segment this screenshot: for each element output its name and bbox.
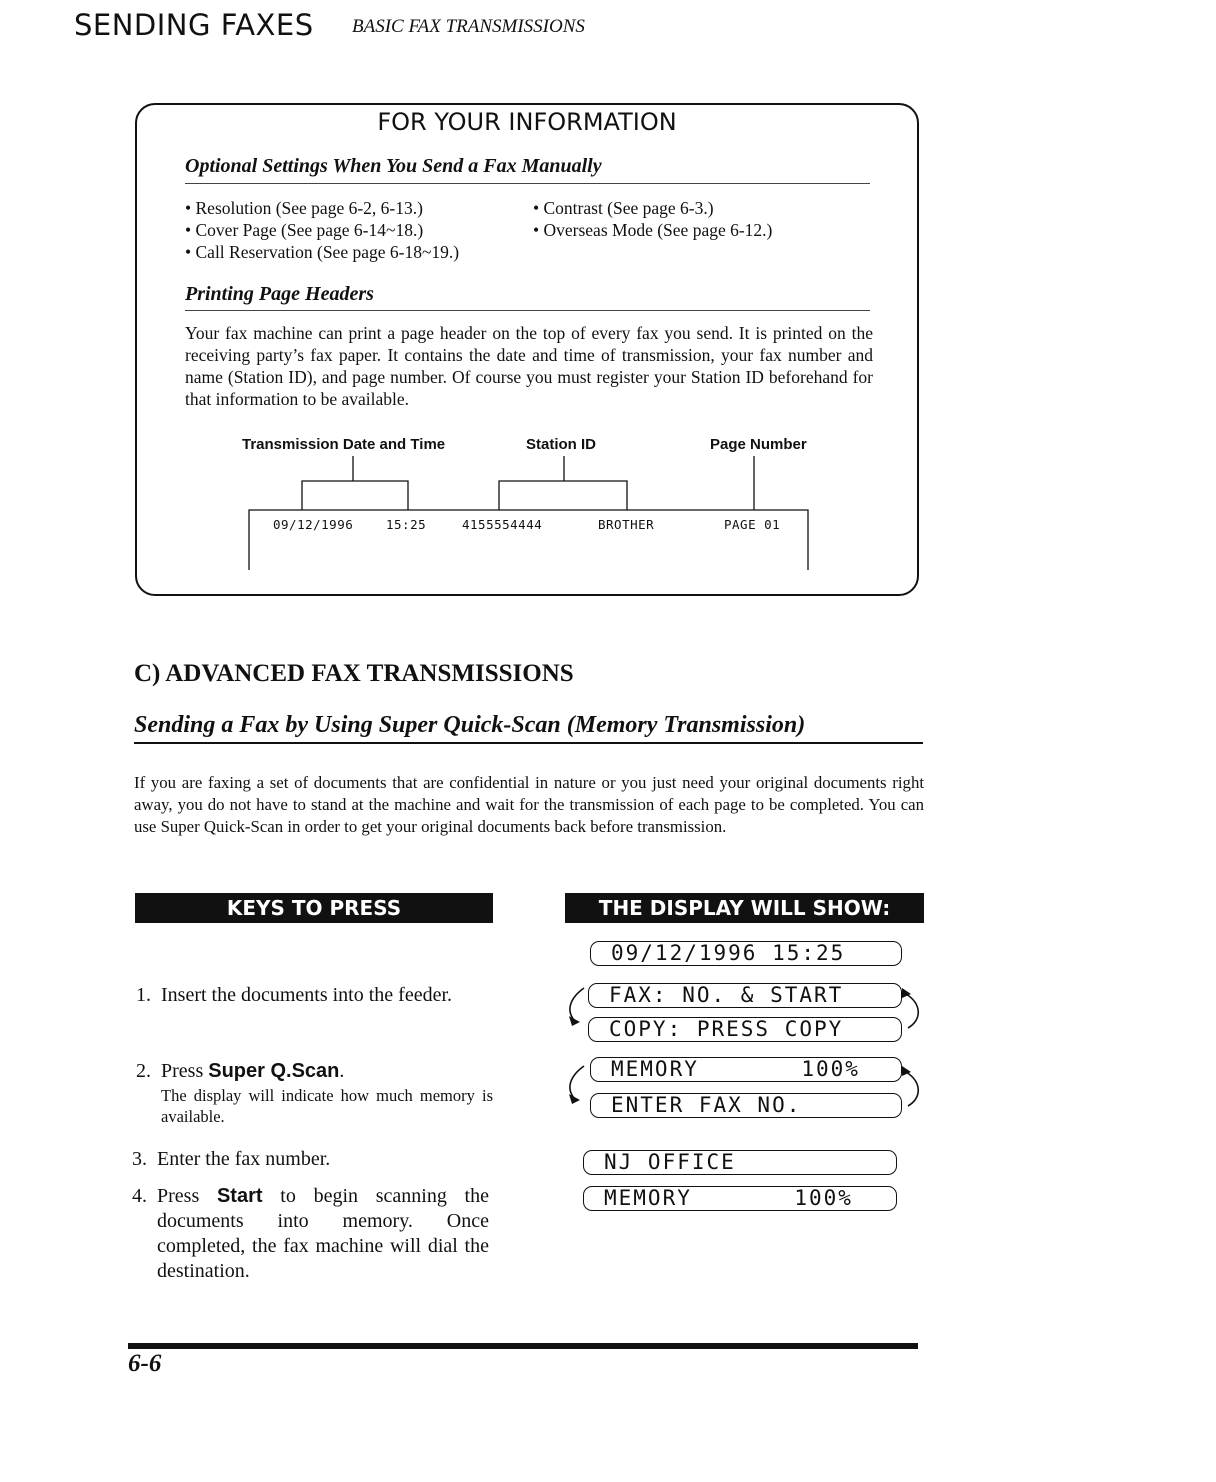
step-2-note: The display will indicate how much memory is available.: [161, 1086, 493, 1126]
sample-time: 15:25: [386, 517, 427, 532]
bullet-cover-page: • Cover Page (See page 6-14~18.): [185, 220, 424, 240]
divider: [185, 310, 870, 311]
lcd-copy: COPY: PRESS COPY: [588, 1017, 902, 1042]
divider: [134, 742, 923, 744]
step-3-num: 3.: [132, 1148, 147, 1170]
display-banner: THE DISPLAY WILL SHOW:: [565, 893, 924, 923]
step-1-num: 1.: [136, 984, 151, 1006]
page-number: 6-6: [128, 1350, 162, 1377]
bullet-list-left: [185, 197, 459, 263]
sample-date: 09/12/1996: [273, 517, 354, 532]
bullet-list-right: [533, 197, 772, 241]
lcd-date-time: 09/12/1996 15:25: [590, 941, 902, 966]
sample-fax-number: 4155554444: [462, 517, 543, 532]
printing-headers-paragraph: Your fax machine can print a page header on the top of every fax you send. It is printed on the receiving party’s fax paper. It contains the date and time of transmission, your fax number and name (Station ID), and page number. Of course you must register your Station ID beforehand for that information to be available.: [185, 323, 873, 409]
chapter-title: SENDING FAXES: [74, 8, 314, 42]
fyi-title: FOR YOUR INFORMATION: [377, 108, 677, 136]
bullet-overseas-mode: • Overseas Mode (See page 6-12.): [533, 220, 773, 240]
label-page-number: Page Number: [710, 436, 807, 453]
chapter-subtitle: BASIC FAX TRANSMISSIONS: [352, 16, 585, 37]
lcd-memory-final: MEMORY 100%: [583, 1186, 897, 1211]
step-2-text: Press Super Q.Scan.: [161, 1060, 345, 1082]
step-4-text: Press Start to begin scanning the documents into memory. Once completed, the fax machine will dial the destination.: [157, 1185, 489, 1282]
keys-banner: KEYS TO PRESS: [135, 893, 493, 923]
section-intro: If you are faxing a set of documents that are confidential in nature or you just need your original documents right away, you do not have to stand at the machine and wait for the transmission of each page to be completed. You can use Super Quick-Scan in order to get your original documents back before transmission.: [134, 773, 924, 836]
bullet-call-reservation: • Call Reservation (See page 6-18~19.): [185, 242, 460, 262]
header-diagram-lines: [240, 450, 820, 575]
footer-rule: [128, 1343, 918, 1349]
lcd-fax-start: FAX: NO. & START: [588, 983, 902, 1008]
bullet-resolution: • Resolution (See page 6-2, 6-13.): [185, 198, 423, 218]
lcd-enter-fax: ENTER FAX NO.: [590, 1093, 902, 1118]
step-1-text: Insert the documents into the feeder.: [161, 984, 453, 1006]
label-date-time: Transmission Date and Time: [242, 436, 446, 453]
lcd-nj-office: NJ OFFICE: [583, 1150, 897, 1175]
key-start: Start: [216, 1185, 263, 1207]
step-3-text: Enter the fax number.: [157, 1148, 331, 1170]
printing-headers-heading: Printing Page Headers: [185, 283, 374, 305]
section-heading: C) ADVANCED FAX TRANSMISSIONS: [134, 660, 574, 687]
step-2-num: 2.: [136, 1060, 151, 1082]
label-station-id: Station ID: [526, 436, 596, 453]
lcd-memory: MEMORY 100%: [590, 1057, 902, 1082]
section-subheading: Sending a Fax by Using Super Quick-Scan (Memory Transmission): [134, 712, 806, 738]
divider: [185, 183, 870, 184]
step-4-num: 4.: [132, 1185, 147, 1207]
optional-settings-heading: Optional Settings When You Send a Fax Manually: [185, 155, 602, 177]
alternating-arrows: [556, 980, 936, 1120]
sample-page: PAGE 01: [724, 517, 781, 532]
bullet-contrast: • Contrast (See page 6-3.): [533, 198, 714, 218]
sample-station-name: BROTHER: [598, 517, 655, 532]
key-super-qscan: Super Q.Scan: [208, 1060, 340, 1082]
